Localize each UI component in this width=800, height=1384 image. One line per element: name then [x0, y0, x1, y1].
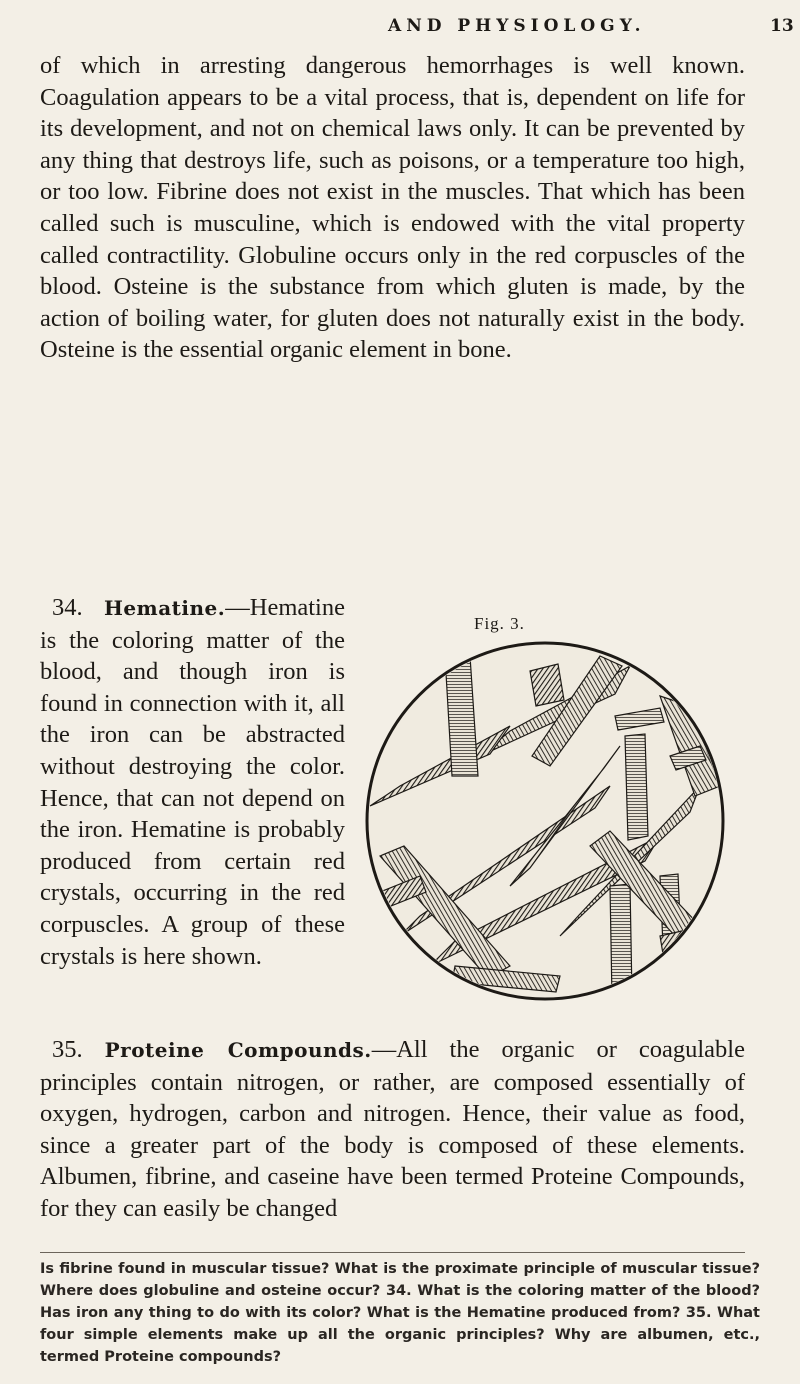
figure-label: Fig. 3. [474, 614, 525, 633]
section-34-hematine [40, 592, 345, 972]
footnote-divider [40, 1252, 745, 1253]
section-text: —All the organic or coagulable principles contain nitrogen, or rather, are composed essentially of oxygen, hydrogen, carbon and nitrogen. Hence, their value as food, since a greater part of the body is composed of these elements. Albumen, fibrine, and caseine have been termed Proteine Compounds, for they can easily be changed [40, 1036, 745, 1222]
hematine-crystals-illustration [360, 636, 730, 1016]
section-number: 35. [52, 1036, 83, 1063]
review-questions: Is fibrine found in muscular tissue? What is the proximate principle of muscular tissue? Where does globuline and osteine occur? 34. What is the coloring matter of the blood? Has iron any thing to do with its color? What is the Hematine produced from? 35. What four simple elements make up all the organic principles? Why are albumen, etc., termed Proteine compounds? [40, 1261, 760, 1365]
section-heading: Hematine. [103, 596, 226, 620]
paragraph-coagulation: of which in arresting dangerous hemorrhages is well known. Coagulation appears to be a vital process, that is, dependent on life for its development, and not on chemical laws only. It can be prevented by any thing that destroys life, such as poisons, or a temperature too high, or too low. Fibrine does not exist in the muscles. That which has been called such is musculine, which is endowed with the vital property called contractility. Globuline occurs only in the red corpuscles of the blood. Osteine is the substance from which gluten is made, by the action of boiling water, for gluten does not naturally exist in the body. Osteine is the essential organic element in bone. [40, 52, 745, 364]
running-head [0, 14, 800, 40]
page-number: 13 [770, 16, 794, 36]
section-number: 34. [52, 594, 83, 621]
figure-hematine-crystals [360, 614, 750, 1024]
running-title: AND PHYSIOLOGY. [388, 16, 646, 36]
section-text: —Hematine is the coloring matter of the blood, and though iron is found in connection with it, all the iron can be abstracted without destroying the color. Hence, that can not depend on the iron. Hematine is probably produced from certain red crystals, occurring in the red corpuscles. A group of these crystals is here shown. [40, 594, 345, 970]
section-35-proteine [40, 1034, 745, 1225]
section-heading: Proteine Compounds. [104, 1038, 372, 1062]
